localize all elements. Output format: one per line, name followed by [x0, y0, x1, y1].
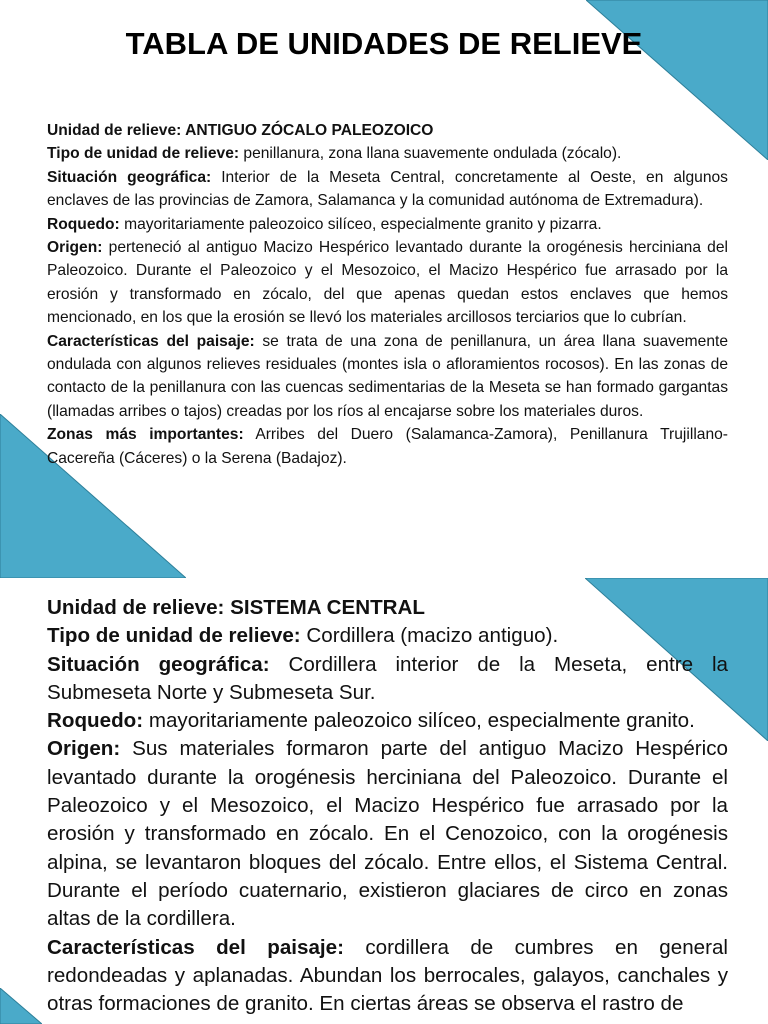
field-label: Características del paisaje:	[47, 935, 344, 959]
page-title: TABLA DE UNIDADES DE RELIEVE	[125, 26, 643, 61]
field-value: perteneció al antiguo Macizo Hespérico levantado durante la orogénesis herciniana del Paleozoico. Durante el Paleozoico y el Mesozoico, el Macizo Hespérico fue arrasado por la erosión y transformado en zócalo, del que apenas quedan estos enclaves que hemos mencionado, en los que la erosión se llevó los materiales arcillosos terciarios que lo cubrían.	[47, 239, 728, 327]
slide2-fields	[47, 594, 728, 1018]
field-label: Origen:	[47, 737, 121, 761]
field-label: Características del paisaje:	[47, 332, 255, 350]
field-label: Situación geográfica:	[47, 168, 212, 186]
field-row	[47, 707, 728, 735]
field-row	[47, 236, 728, 330]
field-row	[47, 330, 728, 424]
field-row	[47, 651, 728, 708]
field-row	[47, 213, 728, 236]
field-value: cordillera de cumbres en general redondeadas y aplanadas. Abundan los berrocales, galayos, canchales y otras formaciones de granito. En ciertas áreas se observa el rastro de	[47, 935, 729, 1016]
field-label: Unidad de relieve:	[47, 596, 225, 619]
field-value: Arribes del Duero (Salamanca-Zamora), Penillanura Trujillano-Cacereña (Cáceres) o la Serena (Badajoz).	[47, 426, 728, 467]
field-value: mayoritariamente paleozoico silíceo, especialmente granito y pizarra.	[119, 215, 602, 233]
field-label: Zonas más importantes:	[47, 426, 244, 444]
field-row	[47, 622, 728, 650]
field-label: Origen:	[47, 239, 103, 257]
field-value: SISTEMA CENTRAL	[224, 596, 425, 619]
field-value: Sus materiales formaron parte del antiguo Macizo Hespérico levantado durante la orogénesis herciniana del Paleozoico. Durante el Paleozoico y el Mesozoico, el Macizo Hespérico fue arrasado por la erosión y transformado en zócalo. En el Cenozoico, con la orogénesis alpina, se levantaron bloques del zócalo. Entre ellos, el Sistema Central. Durante el período cuaternario, existieron glaciares de circo en zonas altas de la cordillera.	[47, 737, 728, 931]
field-row	[47, 594, 728, 622]
field-label: Roquedo:	[47, 709, 144, 733]
field-row	[47, 142, 728, 165]
field-row	[47, 735, 728, 933]
field-value: Cordillera interior de la Meseta, entre la Submeseta Norte y Submeseta Sur.	[47, 652, 728, 704]
field-value: Cordillera (macizo antiguo).	[300, 624, 559, 648]
field-row	[47, 119, 728, 142]
field-value: se trata de una zona de penillanura, un área llana suavemente ondulada con algunos relieves residuales (montes isla o afloramientos rocosos). En las zonas de contacto de la penillanura con las cuencas sedimentarias de la Meseta se han formado gargantas (llamadas arribes o tajos) creadas por los ríos al encajarse sobre los materiales duros.	[47, 332, 728, 420]
field-label: Tipo de unidad de relieve:	[47, 145, 240, 163]
field-row	[47, 166, 728, 213]
decorative-triangle-bottom-left	[0, 988, 42, 1024]
field-value: penillanura, zona llana suavemente ondulada (zócalo).	[239, 145, 622, 163]
slide-sistema-central	[0, 578, 768, 1024]
field-label: Situación geográfica:	[47, 652, 270, 676]
field-row	[47, 423, 728, 470]
field-value: ANTIGUO ZÓCALO PALEOZOICO	[181, 122, 434, 139]
field-label: Roquedo:	[47, 215, 120, 233]
field-value: mayoritariamente paleozoico silíceo, especialmente granito.	[143, 709, 695, 733]
field-value: Interior de la Meseta Central, concretamente al Oeste, en algunos enclaves de las provincias de Zamora, Salamanca y la comunidad autónoma de Extremadura).	[47, 168, 728, 210]
field-label: Tipo de unidad de relieve:	[47, 624, 301, 648]
field-label: Unidad de relieve:	[47, 122, 182, 139]
slide1-fields	[47, 119, 728, 470]
field-row	[47, 934, 728, 1019]
